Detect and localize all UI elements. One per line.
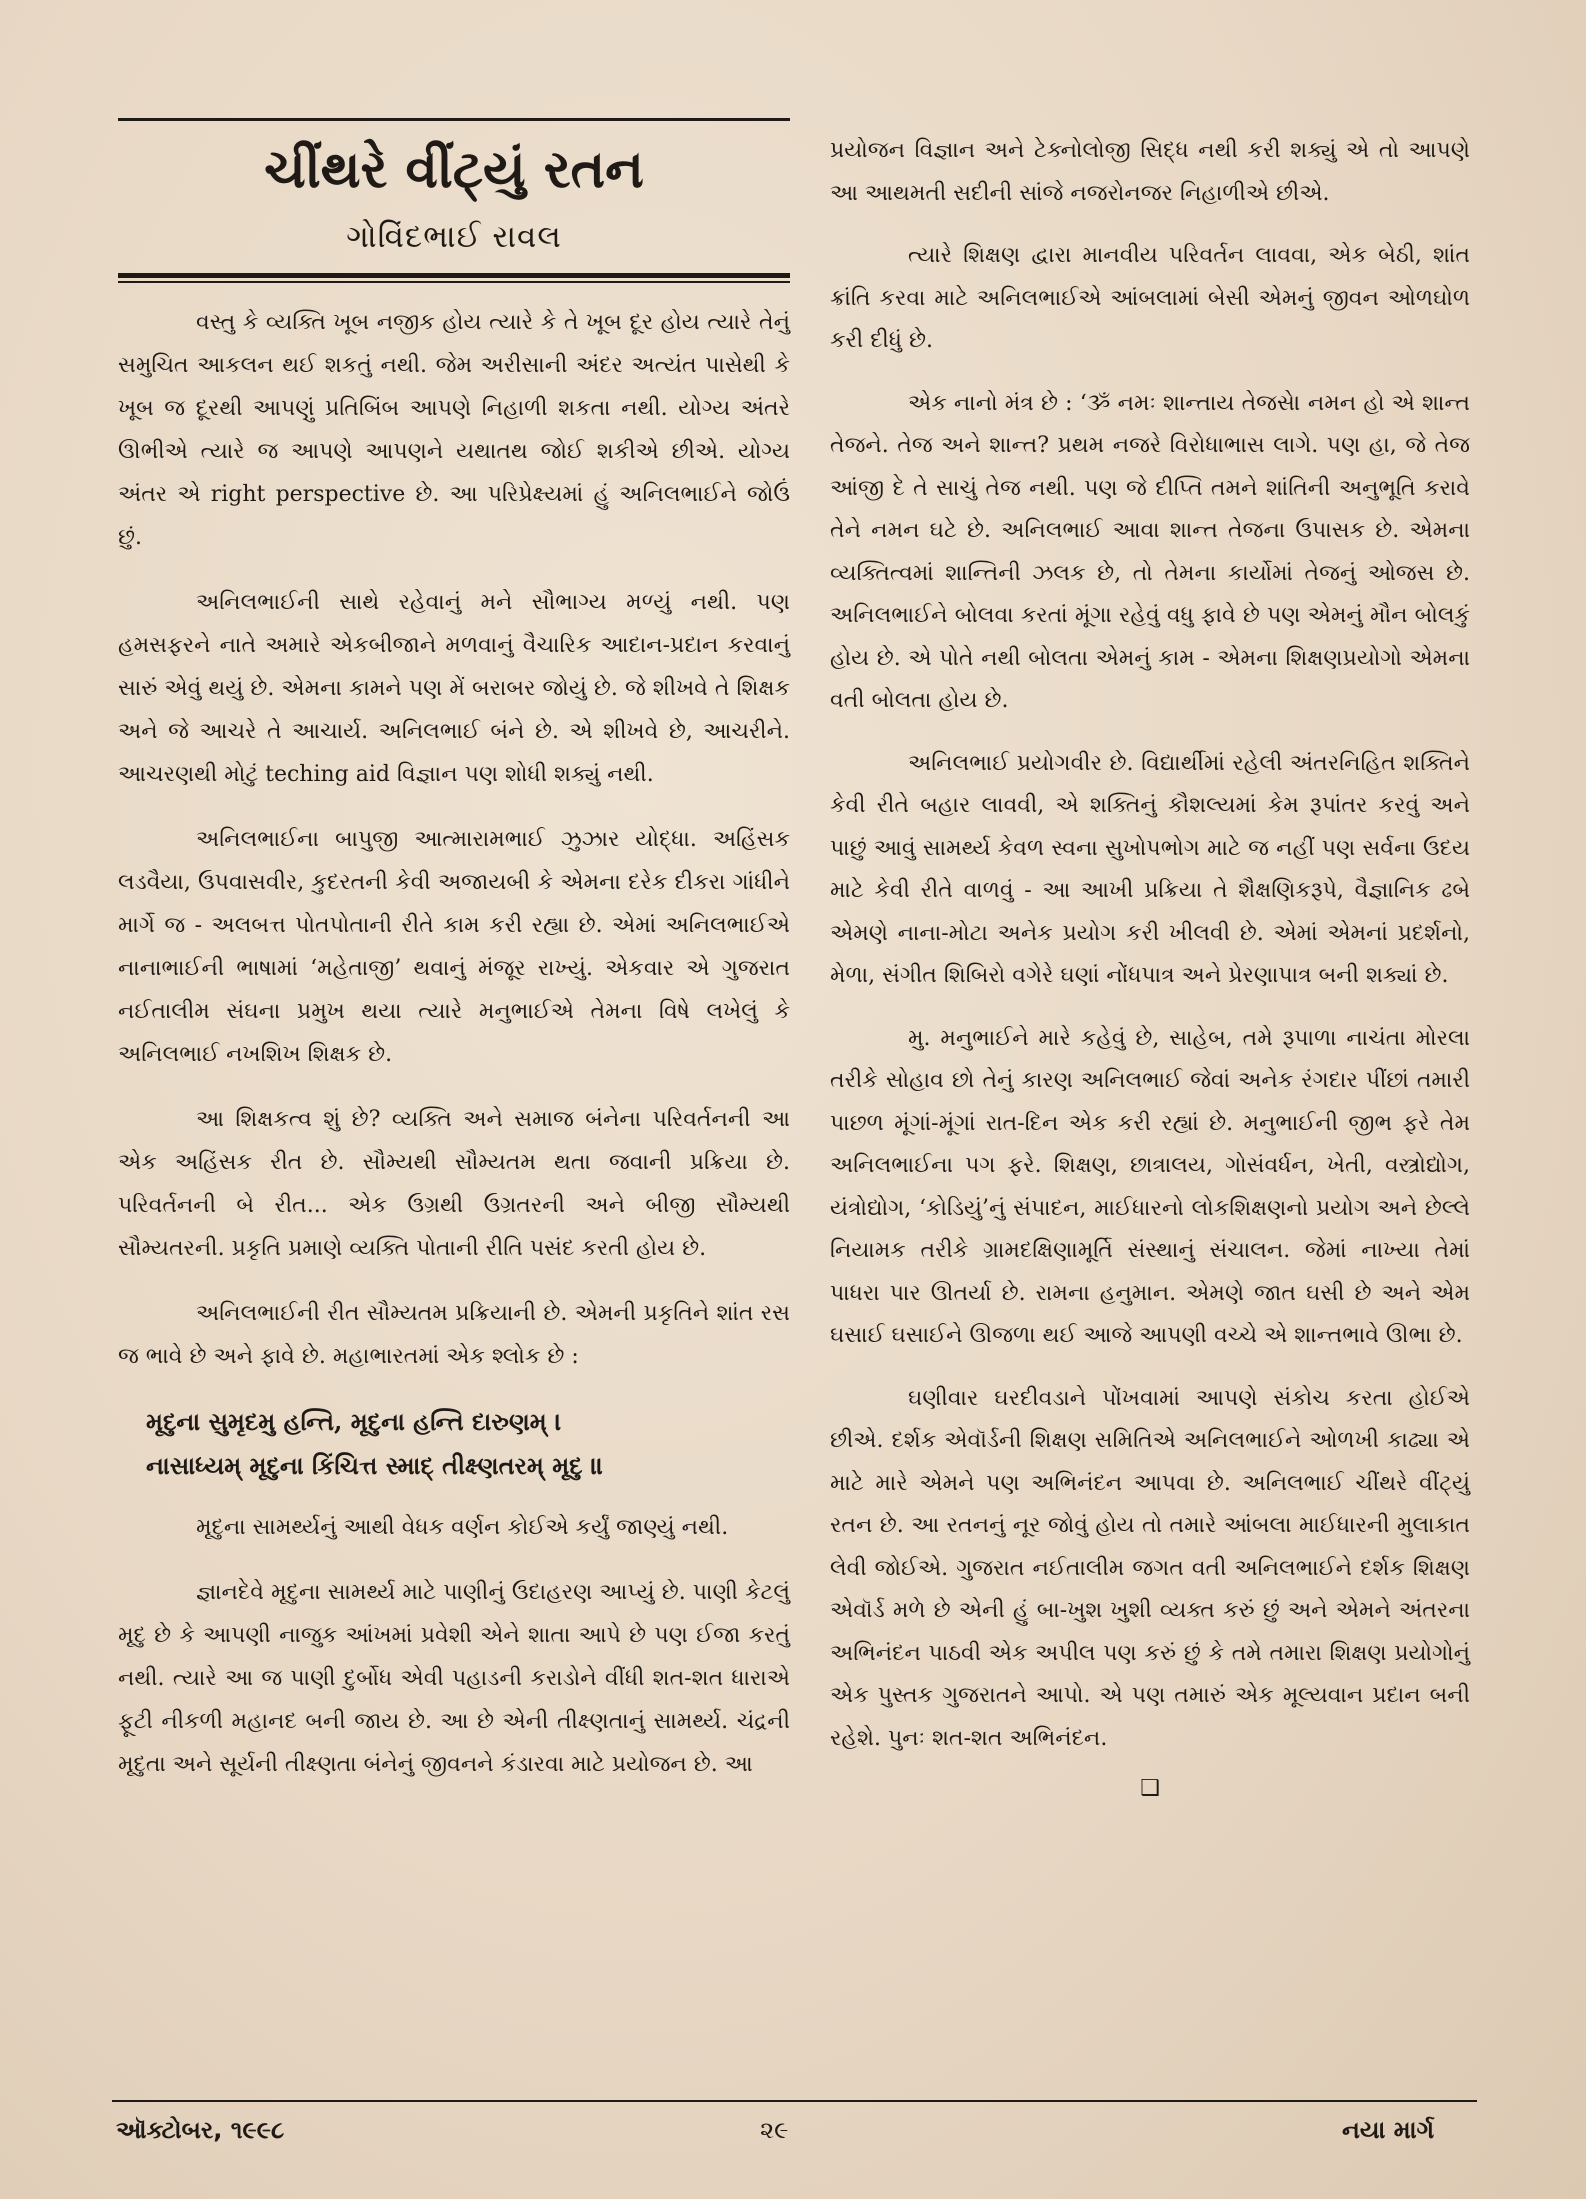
paragraph: એક નાનો મંત્ર છે : ‘ૐ નમઃ શાન્તાય તેજસે। નમન હો એ શાન્ત તેજને. તેજ અને શાન્ત? પ્રથમ નજરે વિરોધાભાસ લાગે. પણ હા, જે તેજ આંજી દે તે સાચું તેજ નથી. પણ જે દીપ્તિ તમને શાંતિની અનુભૂતિ કરાવે તેને નમન ઘટે છે. અનિલભાઈ આવા શાન્ત તેજના ઉપાસક છે. એમના વ્યક્તિત્વમાં શાન્તિની ઝલક છે, તો તેમના કાર્યોમાં તેજનું ઓજસ છે. અનિલભાઈને બોલવા કરતાં મૂંગા રહેવું વધુ ફાવે છે પણ એમનું મૌન બોલકું હોય છે. એ પોતે નથી બોલતા એમનું કામ - એમના શિક્ષણપ્રયોગો એમના વતી બોલતા હોય છે. xyxy=(830,390,1470,713)
paragraph: જ્ઞાનદેવે મૃદુના સામર્થ્ય માટે પાણીનું ઉદાહરણ આપ્યું છે. પાણી કેટલું મૃદુ છે કે આપણી નાજુક આંખમાં પ્રવેશી એને શાતા આપે છે પણ ઈજા કરતું નથી. ત્યારે આ જ પાણી દુર્બોધ એવી પહાડની કરાડોને વીંધી શત-શત ધારાએ ફૂટી નીકળી મહાનદ બની જાય છે. આ છે એની તીક્ષ્ણતાનું સામર્થ્ય. ચંદ્રની મૃદુતા અને સૂર્યની તીક્ષ્ણતા બંનેનું જીવનને કંડારવા માટે પ્રયોજન છે. આ xyxy=(118,1580,790,1777)
footer-rule xyxy=(112,2100,1477,2102)
left-column xyxy=(118,118,790,1808)
paragraph: અનિલભાઈની સાથે રહેવાનું મને સૌભાગ્ય મળ્યું નથી. પણ હમસફરને નાતે અમારે એકબીજાને મળવાનું વૈચારિક આદાન-પ્રદાન કરવાનું સારું એવું થયું છે. એમના કામને પણ મેં બરાબર જોયું છે. જે શીખવે તે શિક્ષક અને જે આચરે તે આચાર્ય. અનિલભાઈ બંને છે. એ શીખવે છે, આચરીને. આચરણથી મોટું teching aid વિજ્ઞાન પણ શોધી શક્યું નથી. xyxy=(118,590,790,787)
article-author: ગોવિંદભાઈ રાવલ xyxy=(346,219,562,255)
paragraph: ત્યારે શિક્ષણ દ્વારા માનવીય પરિવર્તન લાવવા, એક બેઠી, શાંત ક્રાંતિ કરવા માટે અનિલભાઈએ આંબલામાં બેસી એમનું જીવન ઓળઘોળ કરી દીધું છે. xyxy=(830,243,1470,353)
sanskrit-verse xyxy=(146,1400,790,1488)
paragraph: અનિલભાઈની રીત સૌમ્યતમ પ્રક્રિયાની છે. એમની પ્રકૃતિને શાંત રસ જ ભાવે છે અને ફાવે છે. મહાભારતમાં એક શ્લોક છે : xyxy=(118,1301,790,1369)
paragraph: વસ્તુ કે વ્યક્તિ ખૂબ નજીક હોય ત્યારે કે તે ખૂબ દૂર હોય ત્યારે તેનું સમુચિત આકલન થઈ શકતું નથી. જેમ અરીસાની અંદર અત્યંત પાસેથી કે ખૂબ જ દૂરથી આપણું પ્રતિબિંબ આપણે નિહાળી શકતા નથી. યોગ્ય અંતરે ઊભીએ ત્યારે જ આપણે આપણને યથાતથ જોઈ શકીએ છીએ. યોગ્ય અંતર એ right perspective છે. આ પરિપ્રેક્ષ્યમાં હું અનિલભાઈને જોઉં છું. xyxy=(118,310,790,550)
footer-date: ઑક્ટોબર, ૧૯૯૮ xyxy=(116,2116,285,2144)
paragraph: ઘણીવાર ઘરદીવડાને પોંખવામાં આપણે સંકોચ કરતા હોઈએ છીએ. દર્શક એવૉર્ડની શિક્ષણ સમિતિએ અનિલભાઈને ઓળખી કાઢ્યા એ માટે મારે એમને પણ અભિનંદન આપવા છે. અનિલભાઈ ચીંથરે વીંટ્યું રતન છે. આ રતનનું નૂર જોવું હોય તો તમારે આંબલા માઈધારની મુલાકાત લેવી જોઈએ. ગુજરાત નઈતાલીમ જગત વતી અનિલભાઈને દર્શક શિક્ષણ એવૉર્ડ મળે છે એની હું બા-ખુશ ખુશી વ્યક્ત કરું છું અને એમને અંતરના અભિનંદન પાઠવી એક અપીલ પણ કરું છું કે તમે તમારા શિક્ષણ પ્રયોગોનું એક પુસ્તક ગુજરાતને આપો. એ પણ તમારું એક મૂલ્યવાન પ્રદાન બની રહેશે. પુનઃ શત-શત અભિનંદન. xyxy=(830,1385,1470,1751)
footer-page-number: ૨૯ xyxy=(760,2116,789,2144)
paragraph: અનિલભાઈના બાપુજી આત્મારામભાઈ ઝુઝાર યોદ્ધા. અહિંસક લડવૈયા, ઉપવાસવીર, કુદરતની કેવી અજાયબી કે એમના દરેક દીકરા ગાંધીને માર્ગે જ - અલબત્ત પોતપોતાની રીતે કામ કરી રહ્યા છે. એમાં અનિલભાઈએ નાનાભાઈની ભાષામાં ‘મહેતાજી’ થવાનું મંજૂર રાખ્યું. એકવાર એ ગુજરાત નઈતાલીમ સંઘના પ્રમુખ થયા ત્યારે મનુભાઈએ તેમના વિષે લખેલું કે અનિલભાઈ નખશિખ શિક્ષક છે. xyxy=(118,827,790,1067)
right-column xyxy=(830,130,1470,1804)
paragraph: મુ. મનુભાઈને મારે કહેવું છે, સાહેબ, તમે રૂપાળા નાચંતા મોરલા તરીકે સોહાવ છો તેનું કારણ અનિલભાઈ જેવાં અનેક રંગદાર પીંછાં તમારી પાછળ મૂંગાં-મૂંગાં રાત-દિન એક કરી રહ્યાં છે. મનુભાઈની જીભ ફરે તેમ અનિલભાઈના પગ ફરે. શિક્ષણ, છાત્રાલય, ગોસંવર્ધન, ખેતી, વસ્ત્રોદ્યોગ, યંત્રોદ્યોગ, ‘કોડિયું’નું સંપાદન, માઈધારનો લોકશિક્ષણનો પ્રયોગ અને છેલ્લે નિયામક તરીકે ગ્રામદક્ષિણામૂર્તિ સંસ્થાનું સંચાલન. જેમાં નાખ્યા તેમાં પાધરા પાર ઊતર્યા છે. રામના હનુમાન. એમણે જાત ઘસી છે અને એમ ઘસાઈ ઘસાઈને ઊજળા થઈ આજે આપણી વચ્ચે એ શાન્તભાવે ઊભા છે. xyxy=(830,1025,1470,1348)
verse-line: મૃદુના સુમૃદમુ હન્તિ, મૃદુના હન્તિ દારુણમ્ । xyxy=(146,1407,562,1436)
paragraph: પ્રયોજન વિજ્ઞાન અને ટેક્નોલોજી સિદ્ધ નથી કરી શક્યું એ તો આપણે આ આથમતી સદીની સાંજે નજરોનજર નિહાળીએ છીએ. xyxy=(830,138,1470,206)
footer-publication: નયા માર્ગ xyxy=(1342,2116,1435,2144)
title-top-rule xyxy=(118,118,790,121)
header-thin-rule xyxy=(118,281,790,283)
paragraph: મૃદુના સામર્થ્યનું આથી વેધક વર્ણન કોઈએ કર્યું જાણ્યું નથી. xyxy=(196,1515,729,1540)
end-of-article-icon: ❑ xyxy=(1140,1776,1160,1801)
paragraph: અનિલભાઈ પ્રયોગવીર છે. વિદ્યાર્થીમાં રહેલી અંતરનિહિત શક્તિને કેવી રીતે બહાર લાવવી, એ શક્તિનું કૌશલ્યમાં કેમ રૂપાંતર કરવું અને પાછું આવું સામર્થ્ય કેવળ સ્વના સુખોપભોગ માટે જ નહીં પણ સર્વના ઉદય માટે કેવી રીતે વાળવું - આ આખી પ્રક્રિયા તે શૈક્ષણિકરૂપે, વૈજ્ઞાનિક ઢબે એમણે નાના-મોટા અનેક પ્રયોગ કરી ખીલવી છે. એમાં એમનાં પ્રદર્શનો, મેળા, સંગીત શિબિરો વગેરે ઘણાં નોંધપાત્ર અને પ્રેરણાપાત્ર બની શક્યાં છે. xyxy=(830,750,1470,988)
verse-line: નાસાધ્યમ્ મૃદુના કિંચિત્ત સ્માદ્ તીક્ષ્ણતરમ્ મૃદુ ॥ xyxy=(146,1451,604,1480)
article-title: ચીંથરે વીંટ્યું રતન xyxy=(264,140,644,200)
header-thick-rule xyxy=(118,273,790,278)
paragraph: આ શિક્ષકત્વ શું છે? વ્યક્તિ અને સમાજ બંનેના પરિવર્તનની આ એક અહિંસક રીત છે. સૌમ્યથી સૌમ્યતમ થતા જવાની પ્રક્રિયા છે. પરિવર્તનની બે રીત... એક ઉગ્રથી ઉગ્રતરની અને બીજી સૌમ્યથી સૌમ્યતરની. પ્રકૃતિ પ્રમાણે વ્યક્તિ પોતાની રીતિ પસંદ કરતી હોય છે. xyxy=(118,1107,790,1261)
